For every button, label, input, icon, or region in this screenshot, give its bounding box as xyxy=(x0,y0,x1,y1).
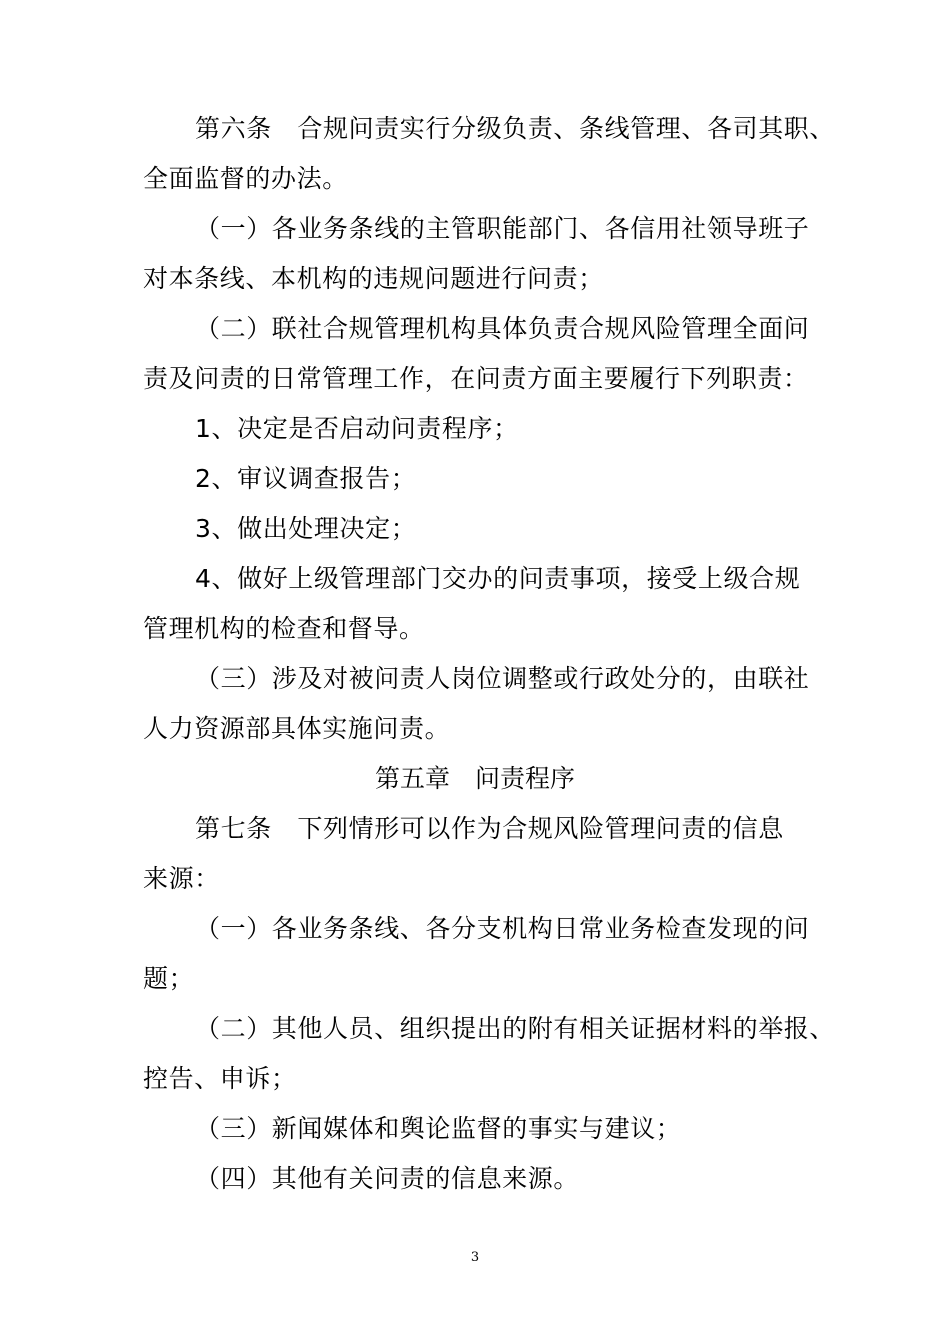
chapter-heading: 第五章 问责程序 xyxy=(374,764,575,793)
article-7-item-4: （四）其他有关问责的信息来源。 xyxy=(195,1164,580,1193)
article-7-item-1-line-2: 题； xyxy=(143,964,195,993)
article-7-line-1: 第七条 下列情形可以作为合规风险管理问责的信息 xyxy=(195,814,784,843)
article-6-line-2: 全面监督的办法。 xyxy=(143,164,348,193)
page-number: 3 xyxy=(470,1250,480,1265)
article-7-item-2-line-1: （二）其他人员、组织提出的附有相关证据材料的举报、 xyxy=(195,1014,836,1043)
article-7-line-2: 来源： xyxy=(143,864,220,893)
duty-3: 3、做出处理决定； xyxy=(195,514,417,543)
duty-4-line-2: 管理机构的检查和督导。 xyxy=(143,614,425,643)
article-6-item-1-line-1: （一）各业务条线的主管职能部门、各信用社领导班子 xyxy=(195,214,810,243)
duty-4-line-1: 4、做好上级管理部门交办的问责事项，接受上级合规 xyxy=(195,564,801,593)
article-6-item-3-line-2: 人力资源部具体实施问责。 xyxy=(143,714,451,743)
article-7-item-3: （三）新闻媒体和舆论监督的事实与建议； xyxy=(195,1114,682,1143)
article-6-item-3-line-1: （三）涉及对被问责人岗位调整或行政处分的，由联社 xyxy=(195,664,810,693)
article-7-item-1-line-1: （一）各业务条线、各分支机构日常业务检查发现的问 xyxy=(195,914,810,943)
article-6-item-2-line-1: （二）联社合规管理机构具体负责合规风险管理全面问 xyxy=(195,314,810,343)
article-6-line-1: 第六条 合规问责实行分级负责、条线管理、各司其职、 xyxy=(195,114,836,143)
duty-1: 1、决定是否启动问责程序； xyxy=(195,414,519,443)
article-7-item-2-line-2: 控告、申诉； xyxy=(143,1064,297,1093)
article-6-item-1-line-2: 对本条线、本机构的违规问题进行问责； xyxy=(143,264,604,293)
duty-2: 2、审议调查报告； xyxy=(195,464,417,493)
article-6-item-2-line-2: 责及问责的日常管理工作，在问责方面主要履行下列职责： xyxy=(143,364,809,393)
